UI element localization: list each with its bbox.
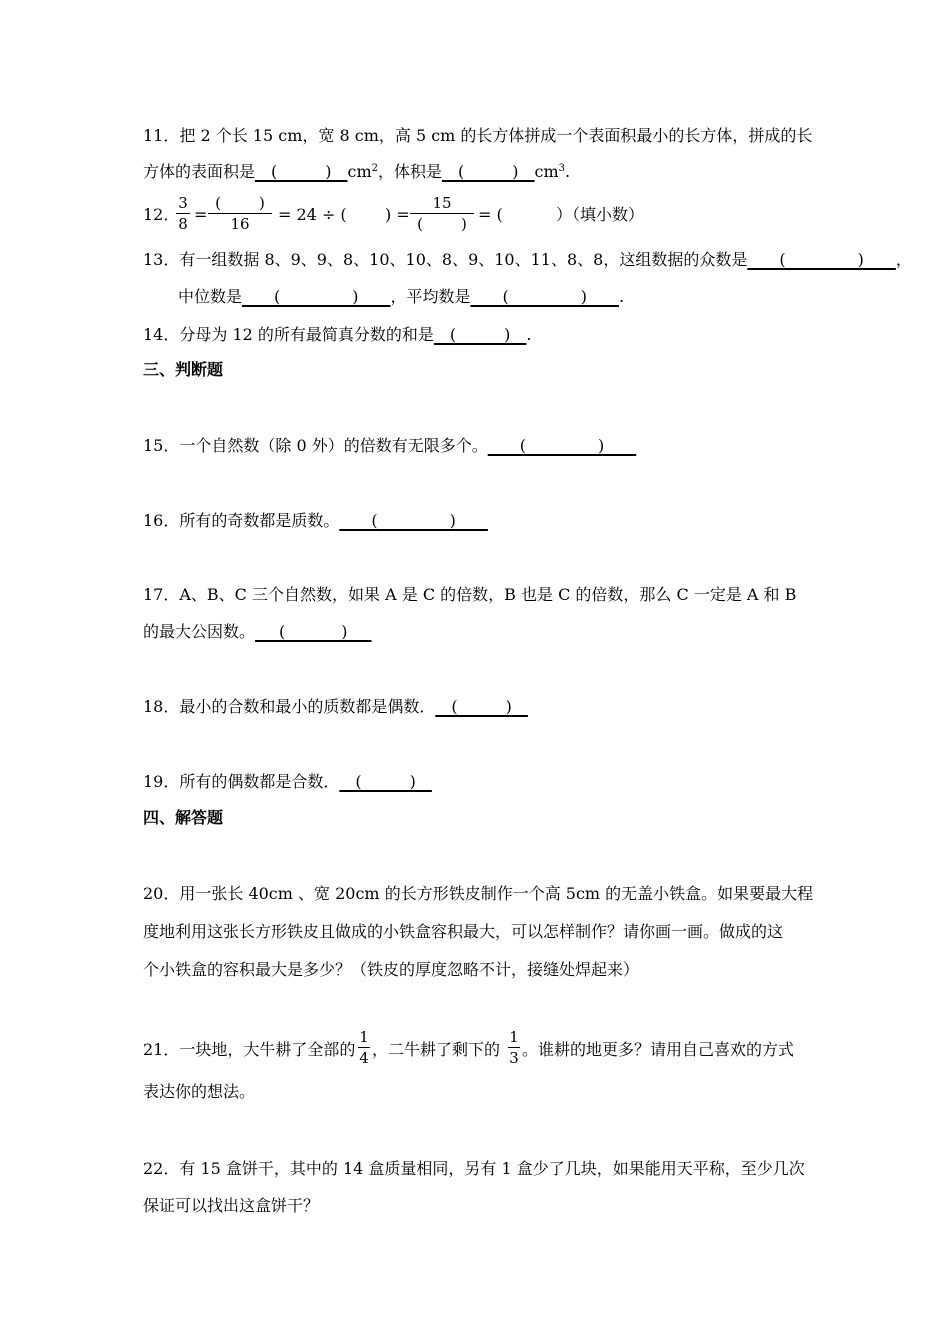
q14-line [143,325,531,345]
q11-line2 [143,162,570,182]
q22-line2: 保证可以找出这盒饼干？ [143,1196,320,1215]
q17-line2 [143,622,372,642]
q13-text-c: ，平均数是 [390,287,471,306]
q12-f1-num: 3 [178,194,188,212]
q12-f3-den-blank[interactable]: ( ) [417,215,467,233]
q21-f2-num: 1 [509,1028,519,1046]
q12-eq4: = ( [478,205,503,224]
q11-unit-a: cm [347,162,372,181]
q17-text: 的最大公因数。 [143,622,256,641]
q12-label: 12． [143,205,180,224]
q12-f3-num: 15 [432,194,452,212]
q15-text: 15．一个自然数（除 0 外）的倍数有无限多个。 [143,436,488,455]
q18-line [143,697,528,717]
q11-unit-b: cm [534,162,559,181]
q11-text-a: 方体的表面积是 [143,162,256,181]
q13-text-b: 中位数是 [178,287,243,306]
q12-eq3: ) = [385,205,410,224]
q18-text: 18．最小的合数和最小的质数都是偶数． [143,697,436,716]
q15-blank[interactable]: ____(_________)____ [487,436,637,455]
q17-blank[interactable]: ___(_______)___ [255,622,372,641]
q21-text-a: 21．一块地，大牛耕了全部的 [143,1040,356,1059]
q21-f1-den: 4 [359,1049,369,1067]
q11-volume-blank[interactable]: __(______)__ [442,162,535,181]
q12-fraction-3-8 [176,194,190,233]
q22-line1: 22．有 15 盒饼干，其中的 14 盒质量相同，另有 1 盒少了几块，如果能用天平称，至少几次 [143,1159,805,1178]
section-answer-heading: 四、解答题 [143,808,224,827]
q19-text: 19．所有的偶数都是合数． [143,772,340,791]
q21-text-c: 。谁耕的地更多？请用自己喜欢的方式 [522,1040,795,1059]
q16-blank[interactable]: ____(_________)____ [339,511,488,530]
q20-line2: 度地利用这张长方形铁皮且做成的小铁盒容积最大，可以怎样制作？请你画一画。做成的这 [143,922,784,941]
q12-fraction-15-blank [410,194,474,233]
q21-fraction-1-4 [358,1028,370,1067]
q11-surface-area-blank[interactable]: __(______)__ [255,162,348,181]
q12-eq1: = [194,205,208,224]
q13-line1 [143,250,912,270]
q16-text: 16．所有的奇数都是质数。 [143,511,340,530]
q13-end1: ， [895,250,912,269]
q13-line2 [178,287,624,307]
q12-tail: ）（填小数） [556,205,645,224]
q15-line [143,436,636,456]
q21-fraction-1-3 [508,1028,520,1067]
q21-f1-num: 1 [359,1028,369,1046]
q12-f1-den: 8 [178,215,188,233]
q20-line1: 20．用一张长 40cm 、宽 20cm 的长方形铁皮制作一个高 5cm 的无盖小铁盒。如果要最大程 [143,884,814,903]
q20-line3: 个小铁盒的容积最大是多少？（铁皮的厚度忽略不计，接缝处焊起来） [143,960,640,979]
q11-unit-b-exp: 3 [558,163,566,174]
q13-text-a: 13．有一组数据 8、9、9、8、10、10、8、9、10、11、8、8，这组数据的众数是 [143,250,748,269]
q14-end: . [526,325,532,344]
q19-line [143,772,432,792]
q13-end2: . [619,287,625,306]
q12-fraction-blank-16 [208,194,272,233]
q21-line2: 表达你的想法。 [143,1082,256,1101]
q14-blank[interactable]: __(______)__ [433,325,527,344]
q11-line1: 11．把 2 个长 15 cm，宽 8 cm，高 5 cm 的长方体拼成一个表面积最小的长方体，拼成的长 [143,126,813,145]
q13-median-blank[interactable]: ____(_________)____ [242,287,391,306]
q11-end: . [565,162,571,181]
q13-mean-blank[interactable]: ____(_________)____ [470,287,619,306]
section-true-false-heading: 三、判断题 [143,360,224,379]
q14-text: 14．分母为 12 的所有最简真分数的和是 [143,325,434,344]
q21-f2-den: 3 [509,1049,519,1067]
q11-text-b: ，体积是 [378,162,443,181]
q16-line [143,511,488,531]
q17-line1: 17．A、B、C 三个自然数，如果 A 是 C 的倍数，B 也是 C 的倍数，那么 C 一定是 A 和 B [143,585,797,604]
q13-mode-blank[interactable]: ____(_________)____ [747,250,896,269]
q11-unit-a-exp: 2 [371,163,379,174]
q18-blank[interactable]: __(______)__ [435,697,528,716]
q21-text-b: ，二牛耕了剩下的 [372,1040,501,1059]
q12-f2-num-blank[interactable]: ( ) [215,194,265,212]
q12-eq2: = 24 ÷ ( [278,205,347,224]
q19-blank[interactable]: __(______)__ [339,772,432,791]
q12-f2-den: 16 [230,215,250,233]
